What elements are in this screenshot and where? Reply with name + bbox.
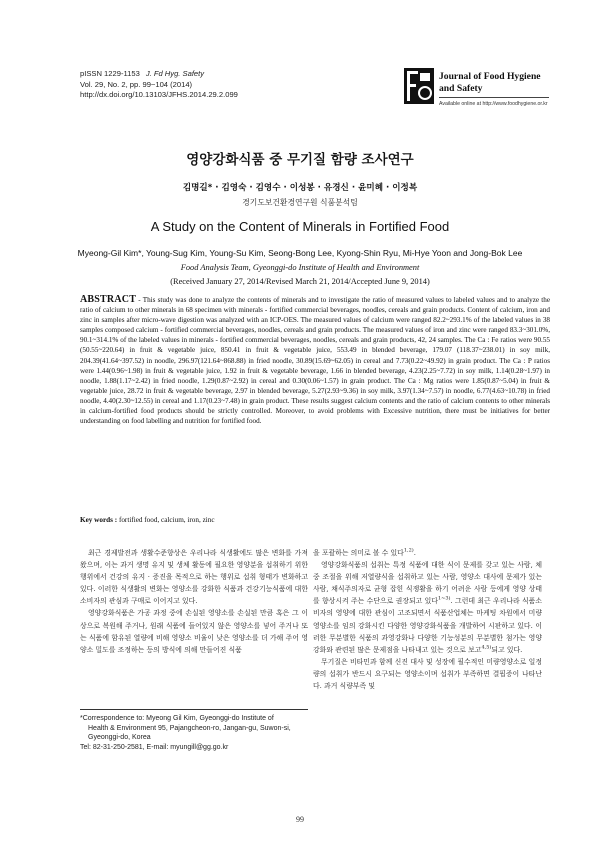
keywords-text: fortified food, calcium, iron, zinc xyxy=(117,516,215,524)
footnote-divider xyxy=(80,709,308,710)
paragraph: 무기질은 비타민과 함께 신진 대사 및 성장에 필수적인 미량영양소로 일정량의 섭취가 반드시 요구되는 영양소이며 섭취가 부족하면 결핍증이 나타난다. 과거 식량부족 및 xyxy=(313,657,542,691)
affiliation-english: Food Analysis Team, Gyeonggi-do Institute of Health and Environment xyxy=(180,263,420,272)
title-korean: 영양강화식품 중 무기질 함량 조사연구 xyxy=(186,152,414,168)
journal-abbrev: J. Fd Hyg. Safety xyxy=(145,69,205,78)
reference-citation[interactable]: 1,2) xyxy=(403,547,414,554)
logo-journal-title: Journal of Food Hygiene and Safety xyxy=(439,71,541,94)
keywords-label: Key words : xyxy=(80,516,118,524)
title-english: A Study on the Content of Minerals in Fortified Food xyxy=(150,219,450,234)
page-number: 99 xyxy=(296,815,304,824)
correspondence-footnote: *Correspondence to: Myeong Gil Kim, Gyeonggi-do Institute of Health & Environment 95, Pajangcheon-ro, Jangan-gu, Suwon-si, Gyeonggi-do, Korea Tel: 82-31-250-2581, E-mail: myungill@gg.go.kr xyxy=(80,714,320,752)
paragraph: 을 포괄하는 의미로 볼 수 있다$^{1,2)}$. xyxy=(313,547,416,557)
doi-link[interactable]: http://dx.doi.org/10.13103/JFHS.2014.29.2.099 xyxy=(80,90,238,100)
reference-citation[interactable]: 4,5) xyxy=(481,644,492,651)
logo-divider xyxy=(439,97,549,98)
abstract-text: - This study was done to analyze the contents of minerals and to investigate the ratio of measured values to labeled values and to analyze the ratio of calcium to other minerals in 68 specimen with minerals - fortified commercial beverages, noodles, cereals and grain products. Content of calcium, iron and zinc in samples after micro-wave digestion was analyzed with an ICP-OES. The measured values of calcium were ranged 82.2~293.1% of the labeled values in 38 samples composed calcium - fortified commercial beverages, noodles, cereals and grain products. The measured values of iron and zinc were ranged 83.3~301.0%, 90.1~314.1% of the labeled values in minerals - fortified commercial beverages, noodles, cereals and grain products, 42, 24 samples. The Ca : Fe ratios were 90.55 (50.55~220.64) in fruit & vegetable juice, 850.41 in fruit & vegetable juice, 553.49 in blended beverage, 179.07 (118.37~238.01) in soy milk, 204.39(41.64~397.52) in noodle, 296.97(121.64~868.88) in fried noodle, 30.89(15.69~62.05) in cereal and 7.73(0.22~49.92) in grain product. The Ca : P ratios were 1.44(0.96~1.98) in fruit & vegetable juice, 1.92 in fruit & vegetable beverage, 1.66 in blended beverage, 4.23(2.25~7.72) in soy milk, 1.14(0.28~1.97) in noodle, 1.88(1.17~2.42) in fried noodle, 1.29(0.87~2.92) in cereal and 0.30(0.06~1.57) in grain product. The Ca : Mg ratios were 1.85(0.87~5.04) in fruit & vegetable juice, 28.72 in fruit & vegetable beverage, 2.97 in blended beverage, 5.27(2.93~9.36) in soy milk, 3.97(1.34~7.57) in noodle, 6.77(4.63~10.78) in fried noodle, 4.40(2.30~12.55) in cereal and 1.17(0.23~7.48) in grain product. These results suggest calcium contents and the ratio of calcium contents to other minerals in calcium-fortified food products should be strictly controlled. Moreover, to avoid problems with Excessive nutrition, there must be initiatives for better understanding on food labelling and nutrition for fortified food. xyxy=(80,296,550,426)
contact-info: Tel: 82-31-250-2581, E-mail: myungill@gg.go.kr xyxy=(80,743,229,751)
body-column-left xyxy=(80,547,308,656)
affiliation-korean: 경기도보건환경연구원 식품분석팀 xyxy=(242,198,358,207)
body-column-right xyxy=(313,547,542,692)
publication-dates: (Received January 27, 2014/Revised March 21, 2014/Accepted June 9, 2014) xyxy=(170,277,430,286)
paragraph: 영양강화식품은 가공 과정 중에 손실된 영양소를 손실된 만큼 혹은 그 이상으로 복원해 주거나, 원래 식품에 들어있지 않은 영양소를 넣어 주거나 또는 식품에 함유된 열량에 비해 영양소 비율이 낮은 영양소를 더 가해 주어 영양소 밀도를 조정하는 등의 방식에 의해 만들어진 식품 xyxy=(80,609,308,654)
keywords xyxy=(80,516,215,524)
issn: pISSN 1229-1153 xyxy=(80,69,140,78)
journal-header-info xyxy=(80,69,238,101)
logo-subtitle: Available online at http://www.foodhygiene.or.kr xyxy=(439,101,548,107)
volume-info: Vol. 29, No. 2, pp. 99~104 (2014) xyxy=(80,79,193,89)
authors-korean: 김명길* · 김영숙 · 김영수 · 이성봉 · 유경신 · 윤미혜 · 이정복 xyxy=(182,183,418,193)
paragraph: 최근 경제발전과 생활수준향상은 우리나라 식생활에도 많은 변화를 가져왔으며, 이는 과거 생명 유지 및 생체 활동에 필요한 영양분을 섭취하기 위한 행위에서 건강의 유지 · 증진을 목적으로 하는 행위로 섭취 형태가 변화하고 있다. 이러한 식생활의 변화는 영양소를 강화한 식품과 건강기능식품에 대한 소비자의 관심과 구매로 이어지고 있다. xyxy=(80,549,308,606)
journal-logo-icon xyxy=(404,68,434,104)
abstract xyxy=(80,295,550,426)
abstract-label: ABSTRACT xyxy=(80,294,137,305)
reference-citation[interactable]: 1~3) xyxy=(437,596,451,603)
paragraph: 영양강화식품의 섭취는 특정 식품에 대한 식이 문제를 갖고 있는 사람, 체중 조절을 위해 저열량식을 섭취하고 있는 사람, 영양소 대사에 문제가 있는 사람, 채식주의자로 균형 잡힌 식쟁활을 하기 어려운 사람 등에게 영양 상태를 향상시켜 주는 수단으로 권장되고 있다$^{1\sim 3)}$. 그런데 최근 우리나라 식품소비자의 영양에 대한 관심이 고조되면서 식품산업체는 마케팅 차원에서 미량영양소를 임의 강화시킨 다양한 영양강화식품을 개발하여 시판하고 있다. 이러한 무분별한 식품의 과영강화나 다양한 기능성분의 무분별한 첨가는 영양강화와 관련된 많은 문제점을 나타내고 있는 것으로 보고$^{4,5)}$되고 있다. xyxy=(313,561,542,654)
authors-english: Myeong-Gil Kim*, Young-Sug Kim, Young-Su Kim, Seong-Bong Lee, Kyong-Shin Ryu, Mi-Hye Yoon and Jong-Bok Lee xyxy=(77,248,523,258)
